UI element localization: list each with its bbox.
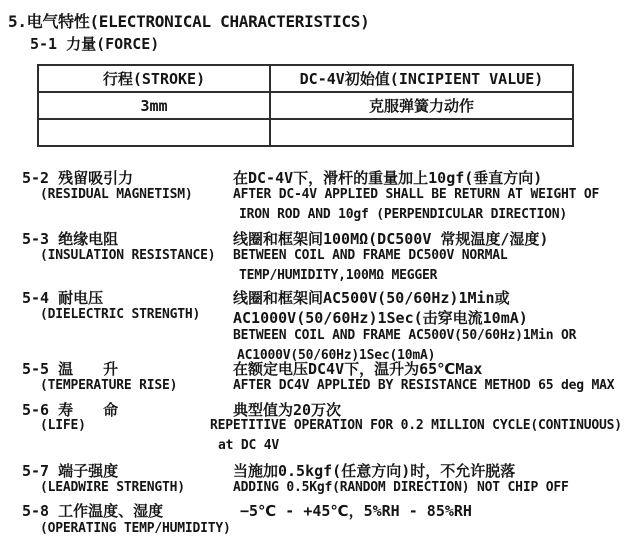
stroke-value-cell: 3mm — [38, 92, 270, 119]
empty-cell — [38, 119, 270, 146]
section-label-en: (INSULATION RESISTANCE) — [40, 248, 216, 263]
section-label: 5-2 残留吸引力 — [22, 169, 134, 187]
section-label-en: (LEADWIRE STRENGTH) — [40, 480, 185, 495]
section-label-en: (TEMPERATURE RISE) — [40, 378, 178, 393]
section-label: 5-4 耐电压 — [22, 289, 104, 307]
section-content-line: 在额定电压DC4V下，温升为65℃Max — [233, 360, 483, 378]
section-label-en: (DIELECTRIC STRENGTH) — [40, 307, 201, 322]
section-content-line: AFTER DC4V APPLIED BY RESISTANCE METHOD 65 deg MAX — [233, 378, 615, 393]
incipient-value-cell: 克服弹簧力动作 — [270, 92, 573, 119]
section-5-1-heading: 5-1 力量(FORCE) — [30, 35, 160, 53]
section-5-heading: 5.电气特性(ELECTRONICAL CHARACTERISTICS) — [8, 12, 370, 31]
section-content-line: AC1000V(50/60Hz)1Sec(10mA) — [237, 348, 436, 363]
section-content-line: 线圈和框架间AC500V(50/60Hz)1Min或 — [233, 289, 510, 307]
section-content-line: 在DC-4V下，滑杆的重量加上10gf(垂直方向) — [233, 169, 543, 187]
section-label: 5-5 温 升 — [22, 360, 119, 378]
stroke-header-cell: 行程(STROKE) — [38, 65, 270, 92]
section-content-line: at DC 4V — [218, 438, 280, 453]
section-label-en: (RESIDUAL MAGNETISM) — [40, 187, 193, 202]
section-label-en: (OPERATING TEMP/HUMIDITY) — [40, 521, 231, 536]
section-label: 5-3 绝缘电阻 — [22, 230, 119, 248]
force-table — [37, 64, 574, 147]
section-label-en: (LIFE) — [40, 418, 86, 433]
section-content-line: ADDING 0.5Kgf(RANDOM DIRECTION) NOT CHIP OFF — [233, 480, 569, 495]
section-content-line: 当施加0.5kgf(任意方向)时，不允许脱落 — [233, 462, 516, 480]
section-content-line: −5℃ - +45℃，5%RH - 85%RH — [240, 502, 472, 520]
section-content-line: 线圈和框架间100MΩ(DC500V 常规温度/湿度) — [233, 230, 549, 248]
section-content-line: BETWEEN COIL AND FRAME DC500V NORMAL — [233, 248, 508, 263]
section-content-line: 典型值为20万次 — [233, 401, 342, 419]
force-table-row — [38, 119, 573, 146]
section-content-line: REPETITIVE OPERATION FOR 0.2 MILLION CYCLE(CONTINUOUS) — [210, 418, 622, 433]
section-content-line: IRON ROD AND 10gf (PERPENDICULAR DIRECTION) — [239, 207, 567, 222]
empty-cell — [270, 119, 573, 146]
force-table-row — [38, 92, 573, 119]
section-label: 5-6 寿 命 — [22, 401, 119, 419]
section-content-line: AFTER DC-4V APPLIED SHALL BE RETURN AT WEIGHT OF — [233, 187, 600, 202]
incipient-value-header-cell: DC-4V初始值(INCIPIENT VALUE) — [270, 65, 573, 92]
force-table-header-row — [38, 65, 573, 92]
section-content-line: AC1000V(50/60Hz)1Sec(击穿电流10mA) — [233, 309, 528, 327]
section-content-line: BETWEEN COIL AND FRAME AC500V(50/60Hz)1Min OR — [233, 328, 577, 343]
section-label: 5-8 工作温度、湿度 — [22, 502, 164, 520]
section-label: 5-7 端子强度 — [22, 462, 119, 480]
section-content-line: TEMP/HUMIDITY,100MΩ MEGGER — [239, 268, 438, 283]
